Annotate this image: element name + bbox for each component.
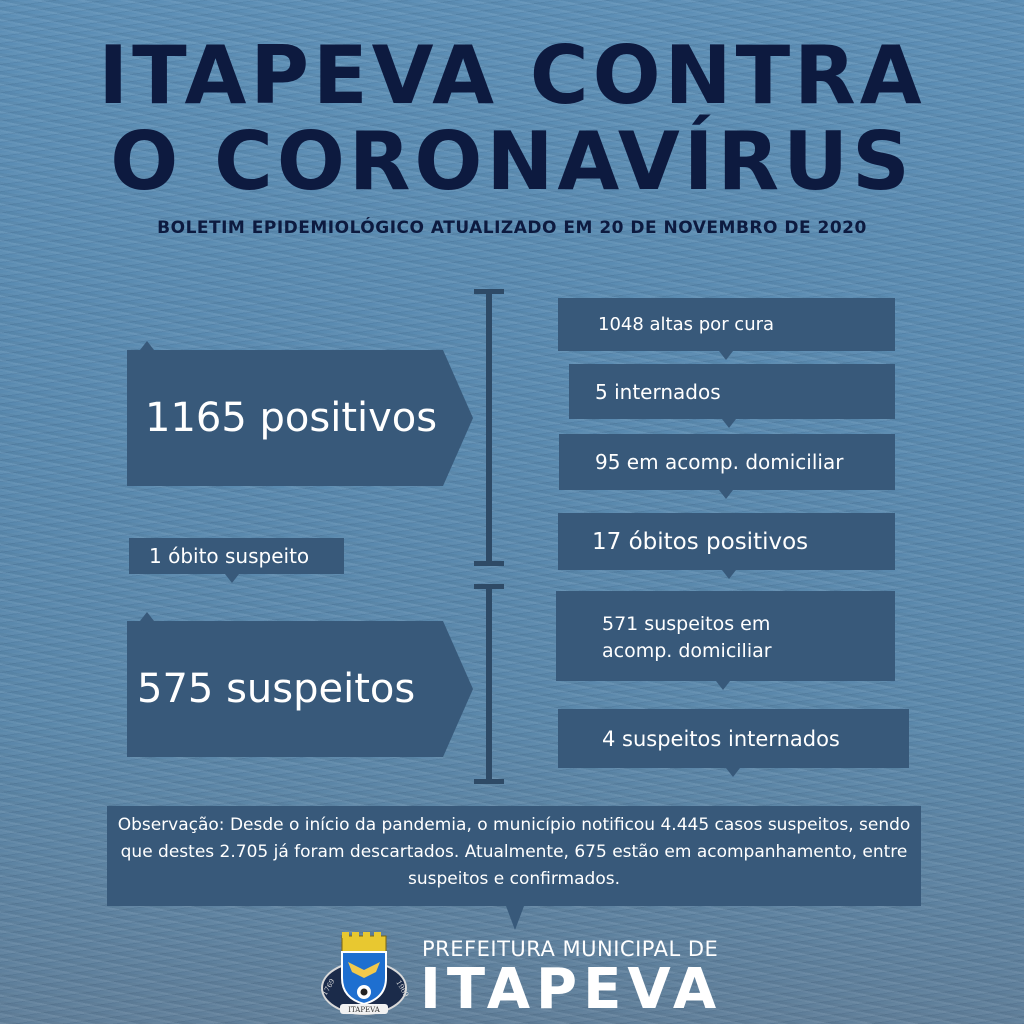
observation-text: Observação: Desde o início da pandemia, o município notificou 4.445 casos suspeitos, sendo que destes 2.705 já foram descartados. Atualmente, 675 estão em acompanhamento, entre suspeitos e confirmados. bbox=[117, 815, 911, 889]
crest-year-left: 1769 bbox=[320, 977, 337, 997]
obito-suspeito-tail bbox=[225, 574, 239, 583]
suspeitos-arrow bbox=[443, 621, 473, 757]
altas-tail bbox=[719, 351, 733, 360]
observation-box bbox=[107, 806, 921, 906]
internados-label: 5 internados bbox=[595, 379, 721, 404]
obitos-tail bbox=[722, 570, 736, 579]
crest-ribbon-text: ITAPEVA bbox=[348, 1006, 380, 1014]
timeline-cap-bottom bbox=[474, 779, 504, 784]
positivos-arrow bbox=[443, 350, 473, 486]
suspeitos-internados-label: 4 suspeitos internados bbox=[602, 726, 840, 751]
suspeitos-domiciliar-line1: 571 suspeitos em bbox=[602, 613, 771, 635]
suspeitos-box bbox=[127, 621, 443, 757]
footer-itapeva: ITAPEVA bbox=[420, 957, 723, 1022]
timeline-line-suspeitos bbox=[486, 587, 492, 781]
title-line-1: ITAPEVA CONTRA bbox=[98, 29, 926, 122]
altas-label: 1048 altas por cura bbox=[598, 314, 775, 335]
domiciliar-box bbox=[559, 434, 895, 490]
timeline-cap-mid-top bbox=[474, 561, 504, 566]
suspeitos-domiciliar-tail bbox=[716, 681, 730, 690]
positivos-box bbox=[127, 350, 443, 486]
municipal-crest-icon bbox=[318, 932, 410, 1020]
obitos-box bbox=[558, 513, 895, 570]
suspeitos-label: 575 suspeitos bbox=[137, 666, 416, 712]
obito-suspeito-label: 1 óbito suspeito bbox=[149, 544, 310, 568]
subtitle: BOLETIM EPIDEMIOLÓGICO ATUALIZADO EM 20 DE NOVEMBRO DE 2020 bbox=[157, 218, 867, 238]
obito-suspeito-box bbox=[129, 538, 344, 574]
suspeitos-internados-box bbox=[558, 709, 909, 768]
suspeitos-domiciliar-box bbox=[556, 591, 895, 681]
observation-tail bbox=[506, 906, 524, 930]
suspeitos-tail bbox=[140, 612, 154, 621]
positivos-tail bbox=[140, 341, 154, 350]
positivos-label: 1165 positivos bbox=[145, 395, 438, 441]
domiciliar-tail bbox=[719, 490, 733, 499]
obitos-label: 17 óbitos positivos bbox=[592, 528, 809, 555]
footer-prefeitura: PREFEITURA MUNICIPAL DE bbox=[422, 937, 719, 961]
suspeitos-domiciliar-line2: acomp. domiciliar bbox=[602, 640, 772, 662]
suspeitos-internados-tail bbox=[726, 768, 740, 777]
altas-box bbox=[558, 298, 895, 351]
internados-box bbox=[569, 364, 895, 419]
internados-tail bbox=[722, 419, 736, 428]
timeline-line-positivos bbox=[486, 292, 492, 562]
crest-year-right: 1969 bbox=[394, 979, 410, 999]
domiciliar-label: 95 em acomp. domiciliar bbox=[595, 450, 844, 474]
title-line-2: O CORONAVÍRUS bbox=[110, 115, 914, 208]
